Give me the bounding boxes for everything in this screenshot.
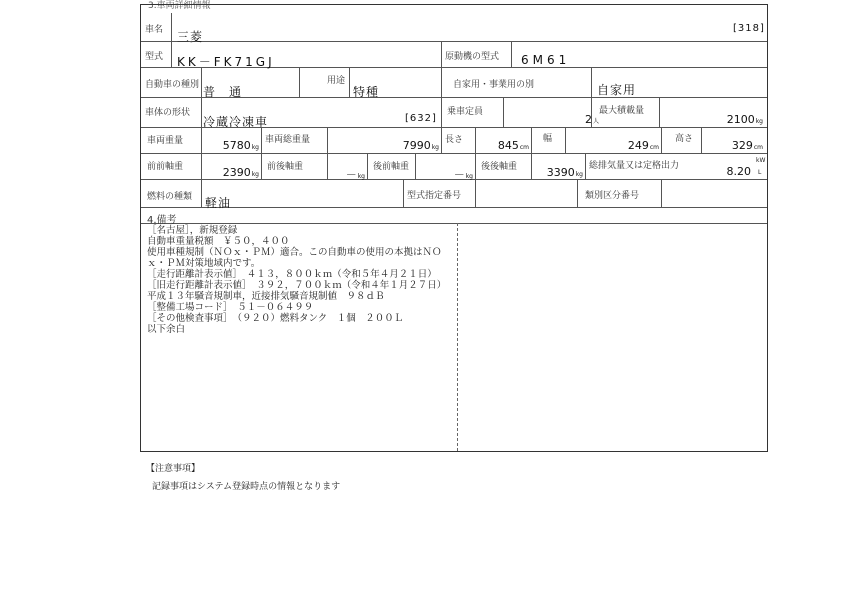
length-value: 845cm bbox=[497, 139, 529, 152]
rear-rear-axle-value: 3390kg bbox=[546, 166, 583, 179]
col-divider bbox=[367, 153, 368, 179]
caution-title: 【注意事項】 bbox=[146, 464, 201, 474]
remarks-line: ［旧走行距離計表示値］ ３９２，７００ｋｍ（令和４年１月２７日） bbox=[147, 280, 447, 291]
designation-number-label: 型式指定番号 bbox=[407, 191, 462, 201]
col-divider bbox=[661, 179, 662, 207]
weight-value: 5780kg bbox=[222, 139, 259, 152]
fuel-value: 軽油 bbox=[205, 196, 232, 210]
caution-text: 記録事項はシステム登録時点の情報となります bbox=[152, 482, 341, 492]
remarks-line: 以下余白 bbox=[147, 324, 186, 335]
displacement-value: 8.20 bbox=[726, 165, 751, 178]
row-divider bbox=[141, 153, 767, 154]
remarks-title: 4.備考 bbox=[147, 215, 177, 226]
remarks-line: ［整備工場コード］ ５１－０６４９９ bbox=[147, 302, 314, 313]
front-front-axle-label: 前前軸重 bbox=[147, 162, 184, 172]
col-divider bbox=[403, 179, 404, 207]
use-value: 特種 bbox=[353, 85, 380, 99]
col-divider bbox=[261, 127, 262, 153]
kind-value: 普 通 bbox=[203, 85, 243, 99]
length-label: 長さ bbox=[445, 135, 464, 145]
col-divider bbox=[201, 127, 202, 153]
col-divider bbox=[531, 127, 532, 153]
shape-label: 車体の形状 bbox=[145, 108, 191, 118]
kind-label: 自動車の種別 bbox=[145, 80, 200, 90]
col-divider bbox=[441, 97, 442, 127]
col-divider bbox=[299, 67, 300, 97]
col-divider bbox=[441, 127, 442, 153]
remarks-line: 平成１３年騒音規制車，近接排気騒音規制値 ９８ｄＢ bbox=[147, 291, 385, 302]
shape-value: 冷蔵冷凍車 bbox=[203, 115, 269, 129]
col-divider bbox=[577, 179, 578, 207]
maker-code: [318] bbox=[733, 23, 765, 34]
capacity-value: 2人 bbox=[584, 113, 599, 126]
remarks-line: ［その他検査事項］ （９２０）燃料タンク １個 ２００Ｌ bbox=[147, 313, 404, 324]
displacement-label: 総排気量又は定格出力 bbox=[589, 161, 680, 171]
section-header-cut: 3.車両詳細情報 bbox=[148, 1, 211, 11]
col-divider bbox=[201, 153, 202, 179]
col-divider bbox=[415, 153, 416, 179]
remarks-line: ｘ・ＰＭ対策地域内です。 bbox=[147, 258, 261, 269]
vehicle-detail-form bbox=[140, 4, 768, 452]
maker-value: 三菱 bbox=[177, 30, 204, 44]
front-front-axle-value: 2390kg bbox=[222, 166, 259, 179]
col-divider bbox=[201, 97, 202, 127]
row-divider bbox=[141, 223, 767, 224]
col-divider bbox=[327, 153, 328, 179]
col-divider bbox=[701, 127, 702, 153]
private-value: 自家用 bbox=[597, 83, 637, 97]
row-divider bbox=[141, 207, 767, 208]
remarks-divider bbox=[457, 223, 458, 451]
col-divider bbox=[475, 179, 476, 207]
remarks-line: 自動車重量税額 ￥５０，４００ bbox=[147, 236, 290, 247]
gross-weight-label: 車両総重量 bbox=[265, 135, 311, 145]
gross-weight-value: 7990kg bbox=[402, 139, 439, 152]
col-divider bbox=[349, 67, 350, 97]
fuel-label: 燃料の種類 bbox=[147, 192, 193, 202]
shape-code: [632] bbox=[405, 113, 437, 124]
col-divider bbox=[171, 41, 172, 67]
col-divider bbox=[565, 127, 566, 153]
type-value: KK－FK71GJ bbox=[177, 55, 275, 69]
col-divider bbox=[591, 67, 592, 97]
col-divider bbox=[475, 127, 476, 153]
col-divider bbox=[441, 41, 442, 67]
engine-value: 6M61 bbox=[521, 53, 571, 67]
col-divider bbox=[201, 67, 202, 97]
width-value: 249cm bbox=[627, 139, 659, 152]
col-divider bbox=[327, 127, 328, 153]
width-label: 幅 bbox=[543, 134, 553, 144]
col-divider bbox=[503, 97, 504, 127]
col-divider bbox=[475, 153, 476, 179]
height-value: 329cm bbox=[731, 139, 763, 152]
capacity-label: 乗車定員 bbox=[447, 107, 484, 117]
displacement-unit-l: L bbox=[758, 169, 762, 176]
rear-rear-axle-label: 後後軸重 bbox=[481, 162, 518, 172]
remarks-line: 使用車種規制（ＮＯｘ・ＰＭ）適合。この自動車の使用の本拠はＮＯ bbox=[147, 247, 442, 258]
rear-front-axle-label: 後前軸重 bbox=[373, 162, 410, 172]
remarks-list bbox=[147, 225, 457, 335]
col-divider bbox=[511, 41, 512, 67]
col-divider bbox=[261, 153, 262, 179]
col-divider bbox=[585, 153, 586, 179]
use-label: 用途 bbox=[327, 76, 346, 86]
max-load-label: 最大積載量 bbox=[599, 106, 645, 116]
rear-front-axle-value: －kg bbox=[453, 168, 473, 181]
col-divider bbox=[171, 13, 172, 41]
maker-label: 車名 bbox=[145, 25, 164, 35]
col-divider bbox=[441, 67, 442, 97]
remarks-line: ［走行距離計表示値］ ４１３，８００ｋｍ（令和５年４月２１日） bbox=[147, 269, 437, 280]
private-label: 自家用・事業用の別 bbox=[453, 80, 535, 90]
remarks-line: ［名古屋］，新規登録 bbox=[147, 225, 238, 236]
max-load-value: 2100kg bbox=[726, 113, 763, 126]
type-label: 型式 bbox=[145, 52, 164, 62]
row-divider bbox=[141, 41, 767, 42]
displacement-unit-kw: kW bbox=[756, 157, 766, 164]
col-divider bbox=[659, 97, 660, 127]
engine-label: 原動機の型式 bbox=[445, 52, 500, 62]
front-rear-axle-label: 前後軸重 bbox=[267, 162, 304, 172]
col-divider bbox=[661, 127, 662, 153]
class-number-label: 類別区分番号 bbox=[585, 191, 640, 201]
height-label: 高さ bbox=[675, 134, 694, 144]
weight-label: 車両重量 bbox=[147, 136, 184, 146]
col-divider bbox=[201, 179, 202, 207]
front-rear-axle-value: －kg bbox=[345, 168, 365, 181]
col-divider bbox=[531, 153, 532, 179]
